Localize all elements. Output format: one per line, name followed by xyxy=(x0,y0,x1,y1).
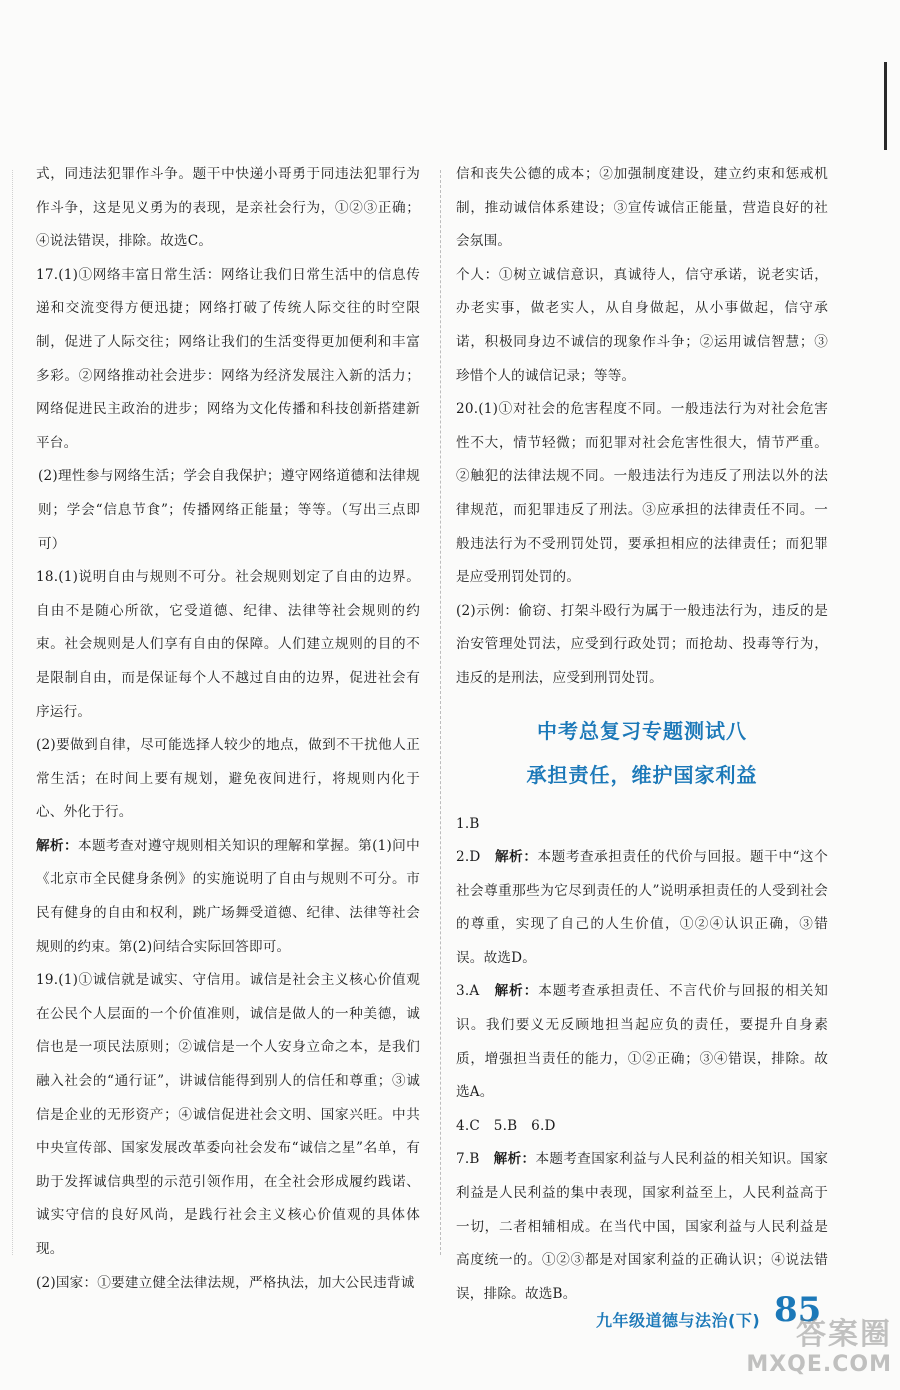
analysis-text: 本题考查国家利益与人民利益的相关知识。国家利益是人民利益的集中表现，国家利益至上，人民利益高于一切，二者相辅相成。在当代中国，国家利益与人民利益是高度统一的。①②③都是对国家利益的正确认识；④说法错误，排除。故选B。 xyxy=(456,1151,828,1302)
question-20 xyxy=(456,393,828,695)
continued-answer: 信和丧失公德的成本；②加强制度建设，建立约束和惩戒机制，推动诚信体系建设；③宣传诚信正能量，营造良好的社会氛围。 xyxy=(456,166,828,250)
analysis-label: 解析： xyxy=(493,1151,536,1168)
question-number: 19. xyxy=(36,972,59,989)
answer-part-1: (1)①对社会的危害程度不同。一般违法行为对社会危害性不大，情节轻微；而犯罪对社会危害性很大，情节严重。②触犯的法律法规不同。一般违法行为违反了刑法以外的法律规范，而犯罪违反了刑法。③应承担的法律责任不同。一般违法行为不受刑罚处罚，要承担相应的法律责任；而犯罪是应受刑罚处罚的。 xyxy=(456,401,828,586)
answer-head: 7.B xyxy=(456,1151,480,1168)
answer-part-2: (2)国家：①要建立健全法律法规，严格执法，加大公民违背诚 xyxy=(36,1274,415,1291)
answer-part-1: (1)说明自由与规则不可分。社会规则划定了自由的边界。自由不是随心所欲，它受道德、纪律、法律等社会规则的约束。社会规则是人们享有自由的保障。人们建立规则的目的不是限制自由，而是保证每个人不越过自由的边界，促进社会有序运行。 xyxy=(36,569,420,720)
left-column xyxy=(36,158,420,1300)
analysis-label: 解析： xyxy=(36,837,79,854)
question-number: 17. xyxy=(36,266,59,283)
right-column xyxy=(456,158,828,1311)
watermark-cn: 答案圈 xyxy=(796,1317,892,1352)
answer-part-1: (1)①网络丰富日常生活：网络让我们日常生活中的信息传递和交流变得方便迅捷；网络打破了传统人际交往的时空限制，促进了人际交往；网络让我们的生活变得更加便利和丰富多彩。②网络推动社会进步：网络为经济发展注入新的活力；网络促进民主政治的进步；网络为文化传播和科技创新搭建新平台。 xyxy=(36,266,420,451)
question-number: 18. xyxy=(36,569,59,586)
answer-head: 3.A xyxy=(456,983,480,1000)
section-title xyxy=(456,716,828,790)
question-18 xyxy=(36,561,420,964)
left-margin-guide xyxy=(12,170,13,1255)
analysis-label: 解析： xyxy=(495,849,538,866)
individual-answer: 个人：①树立诚信意识，真诚待人，信守承诺，说老实话，办老实事，做老实人，从自身做起，从小事做起，信守承诺，积极同身边不诚信的现象作斗争；②运用诚信智慧；③珍惜个人的诚信记录；等等。 xyxy=(456,266,828,384)
section-title-line-2: 承担责任，维护国家利益 xyxy=(526,762,758,787)
analysis-text: 本题考查承担责任、不言代价与回报的相关知识。我们要义无反顾地担当起应负的责任，要提升自身素质，增强担当责任的能力，①②正确；③④错误，排除。故选A。 xyxy=(456,983,828,1101)
page-edge-mark xyxy=(884,62,887,150)
watermark-en: MXQE.COM xyxy=(746,1352,892,1377)
column-divider xyxy=(440,170,441,1255)
answer-head: 2.D xyxy=(456,849,481,866)
footer-subject: 九年级道德与法治(下) xyxy=(596,1311,761,1330)
answer-7 xyxy=(456,1143,828,1311)
continued-answer: 式，同违法犯罪作斗争。题干中快递小哥勇于同违法犯罪行为作斗争，这是见义勇为的表现，是亲社会行为，①②③正确；④说法错误，排除。故选C。 xyxy=(36,166,420,250)
answer-3 xyxy=(456,975,828,1109)
answers-4-6: 4.C 5.B 6.D xyxy=(456,1117,556,1134)
page-number: 85 xyxy=(774,1290,822,1330)
answer-part-2: (2)要做到自律，尽可能选择人较少的地点，做到不干扰他人正常生活；在时间上要有规划，避免夜间进行，将规则内化于心、外化于行。 xyxy=(36,737,420,821)
question-number: 20. xyxy=(456,401,479,418)
section-title-line-1: 中考总复习专题测试八 xyxy=(537,718,747,743)
question-17 xyxy=(36,259,420,561)
answer-2 xyxy=(456,841,828,975)
watermark-logo xyxy=(732,1318,892,1384)
analysis-label: 解析： xyxy=(494,983,539,1000)
question-19 xyxy=(36,964,420,1300)
answer-part-1: (1)①诚信就是诚实、守信用。诚信是社会主义核心价值观在公民个人层面的一个价值准则，诚信是做人的一种美德，诚信也是一项民法原则；②诚信是一个人安身立命之本，是我们融入社会的“通行证”，讲诚信能得到别人的信任和尊重；③诚信是企业的无形资产；④诚信促进社会文明、国家兴旺。中共中央宣传部、国家发展改革委向社会发布“诚信之星”名单，有助于发挥诚信典型的示范引领作用，在全社会形成履约践诺、诚实守信的良好风尚，是践行社会主义核心价值观的具体体现。 xyxy=(36,972,420,1257)
answer-part-2: (2)理性参与网络生活；学会自我保护；遵守网络道德和法律规则；学会“信息节食”；传播网络正能量；等等。（写出三点即可） xyxy=(38,468,420,552)
analysis xyxy=(36,830,420,964)
answer-1: 1.B xyxy=(456,815,480,832)
analysis-text: 本题考查对遵守规则相关知识的理解和掌握。第(1)问中《北京市全民健身条例》的实施说明了自由与规则不可分。市民有健身的自由和权利，跳广场舞受道德、纪律、法律等社会规则的约束。第(2)问结合实际回答即可。 xyxy=(36,837,420,955)
analysis-text: 本题考查承担责任的代价与回报。题干中“这个社会尊重那些为它尽到责任的人”说明承担责任的人受到社会的尊重，实现了自己的人生价值，①②④认识正确，③错误。故选D。 xyxy=(456,849,828,966)
answer-part-2: (2)示例：偷窃、打架斗殴行为属于一般违法行为，违反的是治安管理处罚法，应受到行政处罚；而抢劫、投毒等行为，违反的是刑法，应受到刑罚处罚。 xyxy=(456,602,828,686)
